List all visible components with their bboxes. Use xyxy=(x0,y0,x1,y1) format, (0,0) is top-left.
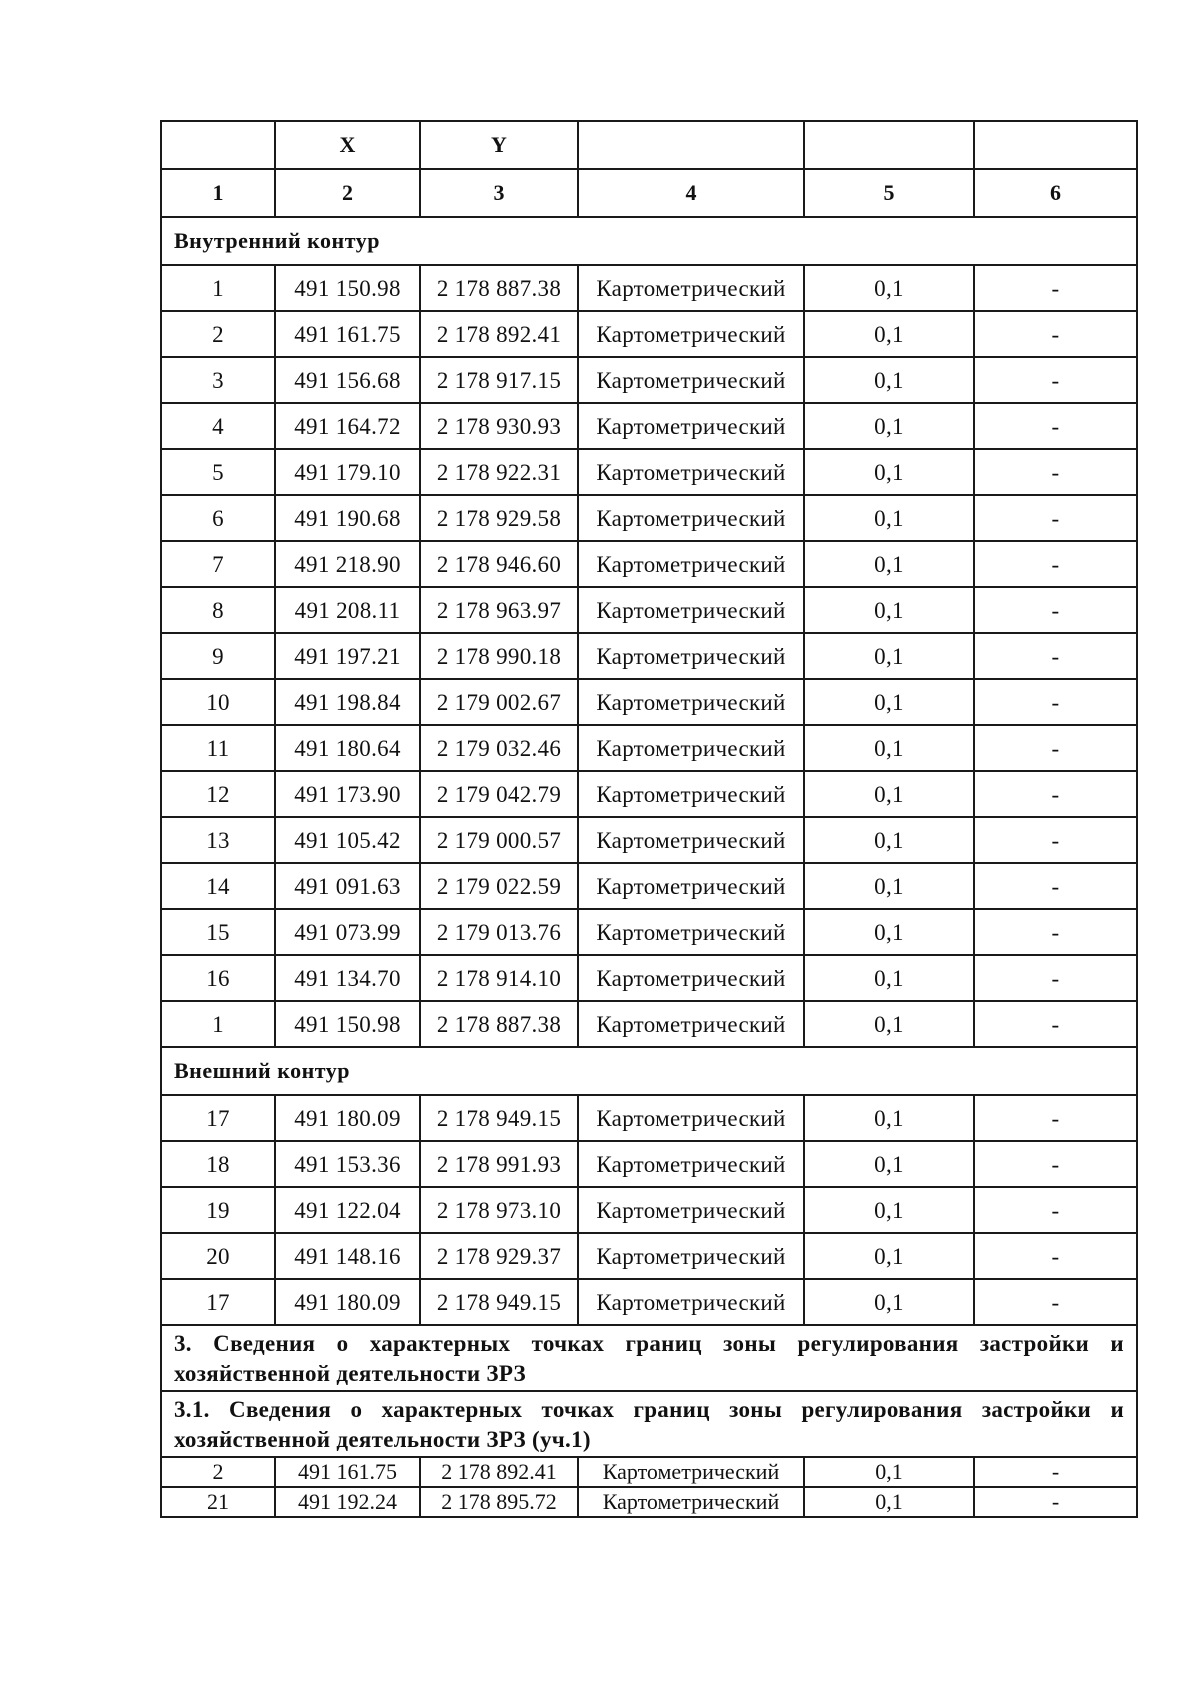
column-number-cell: 4 xyxy=(578,169,804,217)
x-coordinate-cell: 491 105.42 xyxy=(275,817,420,863)
x-coordinate-cell: 491 156.68 xyxy=(275,357,420,403)
x-coordinate-cell: 491 192.24 xyxy=(275,1487,420,1517)
x-coordinate-cell: 491 122.04 xyxy=(275,1187,420,1233)
description-cell: - xyxy=(974,541,1137,587)
point-number-cell: 16 xyxy=(161,955,275,1001)
point-number-cell: 4 xyxy=(161,403,275,449)
method-cell: Картометрический xyxy=(578,909,804,955)
method-cell: Картометрический xyxy=(578,541,804,587)
x-coordinate-cell: 491 073.99 xyxy=(275,909,420,955)
point-number-cell: 21 xyxy=(161,1487,275,1517)
method-cell: Картометрический xyxy=(578,357,804,403)
accuracy-cell: 0,1 xyxy=(804,633,974,679)
description-cell: - xyxy=(974,817,1137,863)
method-cell: Картометрический xyxy=(578,771,804,817)
description-cell: - xyxy=(974,449,1137,495)
accuracy-cell: 0,1 xyxy=(804,357,974,403)
table-row xyxy=(161,311,1137,357)
y-coordinate-cell: 2 178 929.58 xyxy=(420,495,578,541)
point-number-cell: 2 xyxy=(161,1457,275,1487)
method-cell: Картометрический xyxy=(578,725,804,771)
table-row xyxy=(161,449,1137,495)
description-cell: - xyxy=(974,725,1137,771)
method-cell: Картометрический xyxy=(578,1233,804,1279)
x-coordinate-cell: 491 179.10 xyxy=(275,449,420,495)
y-coordinate-cell: 2 179 002.67 xyxy=(420,679,578,725)
method-cell: Картометрический xyxy=(578,587,804,633)
y-coordinate-cell: 2 178 929.37 xyxy=(420,1233,578,1279)
description-cell: - xyxy=(974,403,1137,449)
x-coordinate-cell: 491 173.90 xyxy=(275,771,420,817)
coordinates-table xyxy=(160,120,1138,1518)
point-number-cell: 14 xyxy=(161,863,275,909)
accuracy-cell: 0,1 xyxy=(804,1095,974,1141)
table-row xyxy=(161,679,1137,725)
description-cell: - xyxy=(974,357,1137,403)
header-cell-x: X xyxy=(275,121,420,169)
accuracy-cell: 0,1 xyxy=(804,1187,974,1233)
x-coordinate-cell: 491 148.16 xyxy=(275,1233,420,1279)
point-number-cell: 5 xyxy=(161,449,275,495)
accuracy-cell: 0,1 xyxy=(804,863,974,909)
description-cell: - xyxy=(974,1457,1137,1487)
y-coordinate-cell: 2 178 930.93 xyxy=(420,403,578,449)
y-coordinate-cell: 2 178 949.15 xyxy=(420,1279,578,1325)
point-number-cell: 8 xyxy=(161,587,275,633)
method-cell: Картометрический xyxy=(578,265,804,311)
method-cell: Картометрический xyxy=(578,311,804,357)
point-number-cell: 10 xyxy=(161,679,275,725)
x-coordinate-cell: 491 153.36 xyxy=(275,1141,420,1187)
table-row xyxy=(161,357,1137,403)
x-coordinate-cell: 491 150.98 xyxy=(275,1001,420,1047)
point-number-cell: 2 xyxy=(161,311,275,357)
method-cell: Картометрический xyxy=(578,1279,804,1325)
table-row xyxy=(161,817,1137,863)
table-row xyxy=(161,265,1137,311)
description-cell: - xyxy=(974,955,1137,1001)
table-header-row xyxy=(161,121,1137,169)
y-coordinate-cell: 2 178 887.38 xyxy=(420,265,578,311)
method-cell: Картометрический xyxy=(578,1457,804,1487)
table-row xyxy=(161,495,1137,541)
section-3-1-title: 3.1. Сведения о характерных точках границ зоны регулирования застройки и хозяйственной деятельности ЗРЗ (уч.1) xyxy=(161,1391,1137,1457)
accuracy-cell: 0,1 xyxy=(804,265,974,311)
point-number-cell: 19 xyxy=(161,1187,275,1233)
point-number-cell: 12 xyxy=(161,771,275,817)
y-coordinate-cell: 2 179 032.46 xyxy=(420,725,578,771)
table-row xyxy=(161,955,1137,1001)
description-cell: - xyxy=(974,311,1137,357)
description-cell: - xyxy=(974,863,1137,909)
table-row xyxy=(161,541,1137,587)
table-row xyxy=(161,1279,1137,1325)
header-cell-accuracy xyxy=(804,121,974,169)
accuracy-cell: 0,1 xyxy=(804,587,974,633)
method-cell: Картометрический xyxy=(578,1095,804,1141)
section-3-title: 3. Сведения о характерных точках границ зоны регулирования застройки и хозяйственной деятельности ЗРЗ xyxy=(161,1325,1137,1391)
description-cell: - xyxy=(974,1233,1137,1279)
point-number-cell: 9 xyxy=(161,633,275,679)
header-cell-y: Y xyxy=(420,121,578,169)
method-cell: Картометрический xyxy=(578,495,804,541)
description-cell: - xyxy=(974,1187,1137,1233)
column-number-cell: 1 xyxy=(161,169,275,217)
x-coordinate-cell: 491 190.68 xyxy=(275,495,420,541)
y-coordinate-cell: 2 178 990.18 xyxy=(420,633,578,679)
accuracy-cell: 0,1 xyxy=(804,1141,974,1187)
table-row xyxy=(161,1001,1137,1047)
y-coordinate-cell: 2 178 991.93 xyxy=(420,1141,578,1187)
accuracy-cell: 0,1 xyxy=(804,403,974,449)
point-number-cell: 15 xyxy=(161,909,275,955)
x-coordinate-cell: 491 180.09 xyxy=(275,1095,420,1141)
y-coordinate-cell: 2 179 013.76 xyxy=(420,909,578,955)
description-cell: - xyxy=(974,771,1137,817)
table-row xyxy=(161,633,1137,679)
y-coordinate-cell: 2 179 000.57 xyxy=(420,817,578,863)
accuracy-cell: 0,1 xyxy=(804,541,974,587)
x-coordinate-cell: 491 218.90 xyxy=(275,541,420,587)
x-coordinate-cell: 491 197.21 xyxy=(275,633,420,679)
table-row xyxy=(161,1487,1137,1517)
method-cell: Картометрический xyxy=(578,449,804,495)
table-row xyxy=(161,1095,1137,1141)
accuracy-cell: 0,1 xyxy=(804,1279,974,1325)
method-cell: Картометрический xyxy=(578,1187,804,1233)
header-cell-method xyxy=(578,121,804,169)
method-cell: Картометрический xyxy=(578,1487,804,1517)
method-cell: Картометрический xyxy=(578,1141,804,1187)
section-3-1-row xyxy=(161,1391,1137,1457)
x-coordinate-cell: 491 150.98 xyxy=(275,265,420,311)
accuracy-cell: 0,1 xyxy=(804,909,974,955)
point-number-cell: 11 xyxy=(161,725,275,771)
table-row xyxy=(161,587,1137,633)
accuracy-cell: 0,1 xyxy=(804,449,974,495)
column-number-cell: 5 xyxy=(804,169,974,217)
x-coordinate-cell: 491 208.11 xyxy=(275,587,420,633)
description-cell: - xyxy=(974,265,1137,311)
point-number-cell: 17 xyxy=(161,1279,275,1325)
y-coordinate-cell: 2 178 963.97 xyxy=(420,587,578,633)
table-row xyxy=(161,1457,1137,1487)
point-number-cell: 13 xyxy=(161,817,275,863)
y-coordinate-cell: 2 178 914.10 xyxy=(420,955,578,1001)
method-cell: Картометрический xyxy=(578,679,804,725)
x-coordinate-cell: 491 164.72 xyxy=(275,403,420,449)
y-coordinate-cell: 2 178 922.31 xyxy=(420,449,578,495)
y-coordinate-cell: 2 178 892.41 xyxy=(420,311,578,357)
method-cell: Картометрический xyxy=(578,863,804,909)
point-number-cell: 3 xyxy=(161,357,275,403)
description-cell: - xyxy=(974,633,1137,679)
table-row xyxy=(161,1141,1137,1187)
accuracy-cell: 0,1 xyxy=(804,1001,974,1047)
table-row xyxy=(161,863,1137,909)
y-coordinate-cell: 2 178 949.15 xyxy=(420,1095,578,1141)
x-coordinate-cell: 491 134.70 xyxy=(275,955,420,1001)
accuracy-cell: 0,1 xyxy=(804,1487,974,1517)
inner-contour-title: Внутренний контур xyxy=(161,217,1137,265)
y-coordinate-cell: 2 178 892.41 xyxy=(420,1457,578,1487)
column-number-cell: 2 xyxy=(275,169,420,217)
point-number-cell: 1 xyxy=(161,265,275,311)
table-row xyxy=(161,1187,1137,1233)
column-number-row xyxy=(161,169,1137,217)
x-coordinate-cell: 491 161.75 xyxy=(275,311,420,357)
description-cell: - xyxy=(974,909,1137,955)
method-cell: Картометрический xyxy=(578,955,804,1001)
x-coordinate-cell: 491 198.84 xyxy=(275,679,420,725)
y-coordinate-cell: 2 179 042.79 xyxy=(420,771,578,817)
y-coordinate-cell: 2 179 022.59 xyxy=(420,863,578,909)
point-number-cell: 6 xyxy=(161,495,275,541)
description-cell: - xyxy=(974,1001,1137,1047)
description-cell: - xyxy=(974,1141,1137,1187)
accuracy-cell: 0,1 xyxy=(804,495,974,541)
table-row xyxy=(161,909,1137,955)
method-cell: Картометрический xyxy=(578,633,804,679)
description-cell: - xyxy=(974,1487,1137,1517)
table-row xyxy=(161,725,1137,771)
point-number-cell: 20 xyxy=(161,1233,275,1279)
accuracy-cell: 0,1 xyxy=(804,311,974,357)
header-cell-point xyxy=(161,121,275,169)
accuracy-cell: 0,1 xyxy=(804,725,974,771)
y-coordinate-cell: 2 178 973.10 xyxy=(420,1187,578,1233)
y-coordinate-cell: 2 178 917.15 xyxy=(420,357,578,403)
method-cell: Картометрический xyxy=(578,817,804,863)
method-cell: Картометрический xyxy=(578,1001,804,1047)
y-coordinate-cell: 2 178 895.72 xyxy=(420,1487,578,1517)
description-cell: - xyxy=(974,1279,1137,1325)
accuracy-cell: 0,1 xyxy=(804,771,974,817)
point-number-cell: 1 xyxy=(161,1001,275,1047)
x-coordinate-cell: 491 161.75 xyxy=(275,1457,420,1487)
accuracy-cell: 0,1 xyxy=(804,679,974,725)
column-number-cell: 3 xyxy=(420,169,578,217)
accuracy-cell: 0,1 xyxy=(804,1457,974,1487)
outer-contour-title: Внешний контур xyxy=(161,1047,1137,1095)
accuracy-cell: 0,1 xyxy=(804,817,974,863)
table-row xyxy=(161,1233,1137,1279)
y-coordinate-cell: 2 178 887.38 xyxy=(420,1001,578,1047)
method-cell: Картометрический xyxy=(578,403,804,449)
accuracy-cell: 0,1 xyxy=(804,955,974,1001)
point-number-cell: 17 xyxy=(161,1095,275,1141)
description-cell: - xyxy=(974,587,1137,633)
x-coordinate-cell: 491 180.64 xyxy=(275,725,420,771)
point-number-cell: 7 xyxy=(161,541,275,587)
x-coordinate-cell: 491 180.09 xyxy=(275,1279,420,1325)
point-number-cell: 18 xyxy=(161,1141,275,1187)
y-coordinate-cell: 2 178 946.60 xyxy=(420,541,578,587)
table-row xyxy=(161,403,1137,449)
accuracy-cell: 0,1 xyxy=(804,1233,974,1279)
description-cell: - xyxy=(974,495,1137,541)
header-cell-description xyxy=(974,121,1137,169)
description-cell: - xyxy=(974,1095,1137,1141)
section-3-row xyxy=(161,1325,1137,1391)
column-number-cell: 6 xyxy=(974,169,1137,217)
inner-contour-row xyxy=(161,217,1137,265)
description-cell: - xyxy=(974,679,1137,725)
table-row xyxy=(161,771,1137,817)
outer-contour-row xyxy=(161,1047,1137,1095)
x-coordinate-cell: 491 091.63 xyxy=(275,863,420,909)
